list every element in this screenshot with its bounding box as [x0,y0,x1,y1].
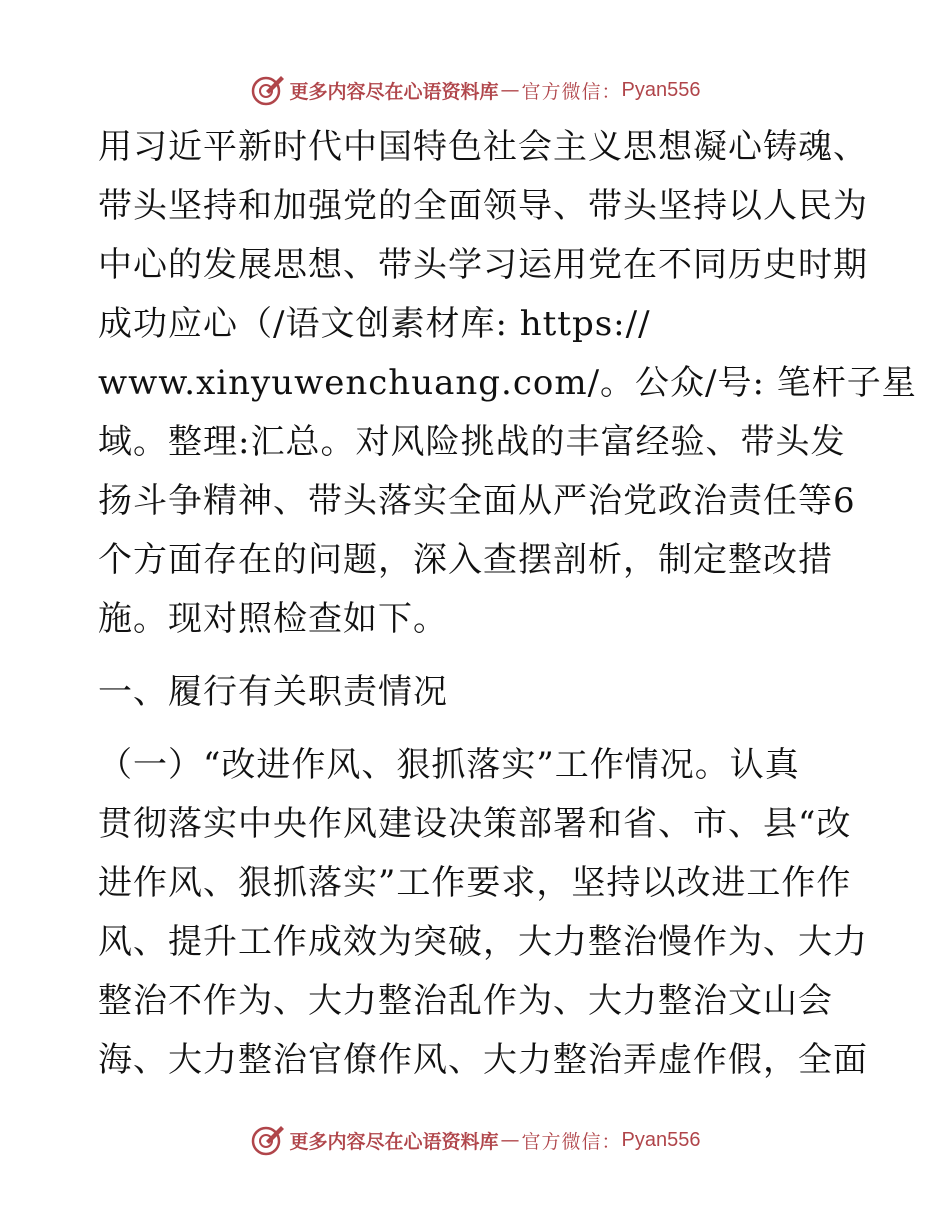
text-line: 成功应心（/语文创素材库: https:// [98,304,651,344]
text-line: 域。整理:汇总。对风险挑战的丰富经验、带头发 [98,422,846,462]
text-line: 中心的发展思想、带头学习运用党在不同历史时期 [98,245,868,285]
paragraph-intro [98,118,917,649]
text-line: 扬斗争精神、带头落实全面从严治党政治责任等6 [98,481,856,521]
text-line: 用习近平新时代中国特色社会主义思想凝心铸魂、 [98,127,868,167]
section-heading: 一、履行有关职责情况 [98,672,448,712]
paragraph-work-style [98,736,868,1090]
text-line: 进作风、狠抓落实”工作要求，坚持以改进工作作 [98,863,852,903]
text-line: 施。现对照检查如下。 [98,599,448,639]
footer-banner [0,1120,950,1160]
text-line: www.xinyuwenchuang.com/。公众/号: 笔杆子星 [98,363,917,403]
banner-separator: — [500,1129,520,1151]
text-line: 个方面存在的问题，深入查摆剖析，制定整改措 [98,540,833,580]
banner-wechat-id: Pyan556 [621,78,701,101]
pen-logo-icon [250,72,286,108]
banner-text: 更多内容尽在心语资料库 [289,1130,499,1153]
text-line: 风、提升工作成效为突破，大力整治慢作为、大力 [98,922,868,962]
text-line: 带头坚持和加强党的全面领导、带头坚持以人民为 [98,186,868,226]
header-banner [0,70,950,110]
text-line: 贯彻落实中央作风建设决策部署和省、市、县“改 [98,804,852,844]
text-line: 整治不作为、大力整治乱作为、大力整治文山会 [98,981,833,1021]
text-line: 海、大力整治官僚作风、大力整治弄虚作假，全面 [98,1040,868,1080]
banner-separator: — [500,79,520,101]
text-line: （一）“改进作风、狠抓落实”工作情况。认真 [98,745,800,785]
banner-wechat-label: 官方微信： [521,80,622,103]
document-body [98,118,917,1090]
pen-logo-icon [250,1122,286,1158]
banner-wechat-label: 官方微信： [521,1130,622,1153]
banner-text: 更多内容尽在心语资料库 [289,80,499,103]
banner-wechat-id: Pyan556 [621,1128,701,1151]
